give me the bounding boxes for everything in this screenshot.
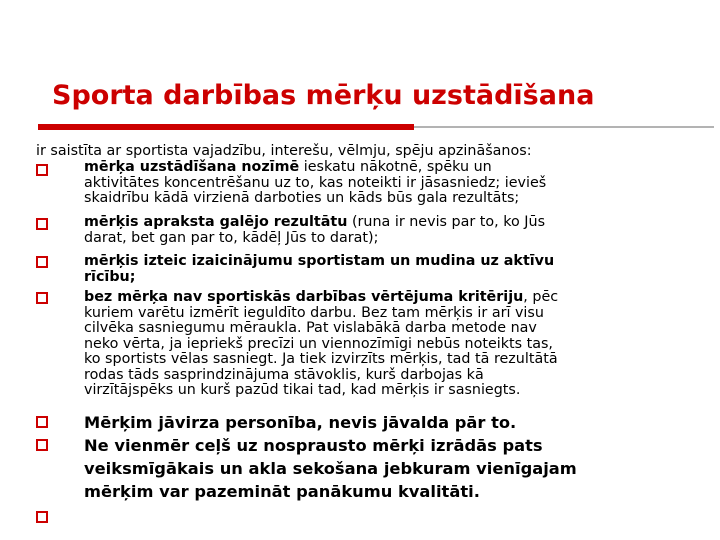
item-bold-text: bez mērķa nav sportiskās darbības vērtējuma kritēriju: [84, 289, 524, 305]
list-item-goal-setting: [84, 160, 684, 207]
item-text: kuriem varētu izmērīt ieguldīto darbu. Bez tam mērķis ir arī visu: [84, 304, 544, 321]
item-text: mērķis izteic izaicinājumu sportistam un mudina uz aktīvu: [84, 253, 555, 269]
item-text: rodas tāds sasprindzinājuma stāvoklis, kurš darbojas kā: [84, 366, 484, 383]
title-underline-red: [38, 124, 414, 130]
bullet-square-icon: [36, 256, 48, 268]
item-text: veiksmīgākais un akla sekošana jebkuram vienīgajam: [84, 459, 577, 478]
item-text: Mērķim jāvirza personība, nevis jāvalda pār to.: [84, 413, 517, 432]
item-text: (runa ir nevis par to, ko Jūs: [347, 214, 546, 230]
bullet-square-icon: [36, 511, 48, 523]
item-text: neko vērta, ja iepriekš precīzi un viennozīmīgi nebūs noteikts tas,: [84, 335, 553, 352]
bullet-square-icon: [36, 439, 48, 451]
item-text: ko sportists vēlas sasniegt. Ja tiek izvirzīts mērķis, tad tā rezultātā: [84, 351, 558, 367]
item-text: skaidrību kādā virzienā darboties un kāds būs gala rezultāts;: [84, 190, 520, 206]
list-item-challenge: [84, 254, 684, 285]
item-text: , pēc: [523, 289, 559, 305]
item-text: aktivitātes koncentrēšanu uz to, kas noteikti ir jāsasniedz; ievieš: [84, 174, 547, 191]
bullet-square-icon: [36, 218, 48, 230]
item-text: virzītājspēks un kurš pazūd tikai tad, kad mērķis ir sasniegts.: [84, 382, 521, 398]
list-item-path-to-goal: [84, 434, 684, 503]
item-bold-text: mērķa uzstādīšana nozīmē: [84, 159, 300, 175]
bullet-square-icon: [36, 164, 48, 176]
item-text: cilvēka sasniegumu mēraukla. Pat vislabākā darba metode nav: [84, 320, 537, 336]
item-text: mērķim var pazemināt panākumu kvalitāti.: [84, 482, 480, 501]
list-item-personality: [84, 411, 684, 434]
item-text: ieskatu nākotnē, spēku un: [299, 159, 492, 175]
bullet-square-icon: [36, 416, 48, 428]
list-item-evaluation-criteria: [84, 290, 684, 399]
item-text: rīcību;: [84, 268, 136, 285]
bullet-square-icon: [36, 292, 48, 304]
list-item-final-result: [84, 215, 684, 246]
item-text: Ne vienmēr ceļš uz nosprausto mērķi izrādās pats: [84, 436, 543, 455]
item-bold-text: mērķis apraksta galējo rezultātu: [84, 214, 348, 230]
intro-text: ir saistīta ar sportista vajadzību, interešu, vēlmju, spēju apzināšanos:: [36, 143, 532, 159]
item-text: darat, bet gan par to, kādēļ Jūs to darat);: [84, 229, 379, 246]
slide-title: Sporta darbības mērķu uzstādīšana: [52, 80, 595, 111]
